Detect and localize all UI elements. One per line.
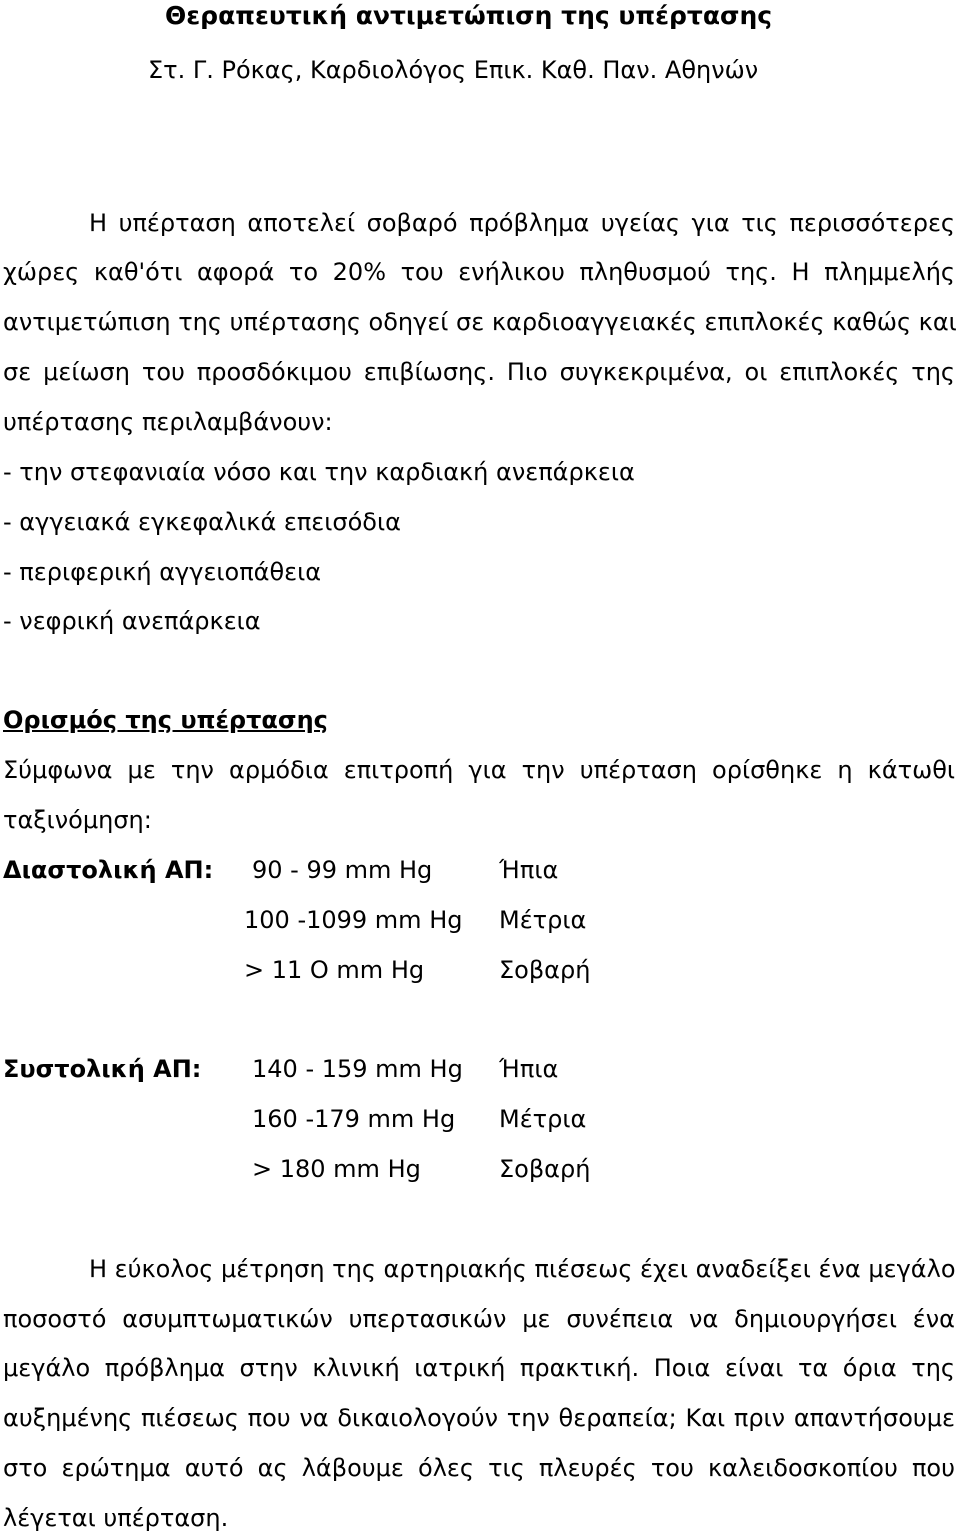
intro-line: αντιμετώπιση της υπέρτασης οδηγεί σε καρδιοαγγειακές επιπλοκές καθώς και bbox=[3, 308, 957, 336]
closing-line: στο ερώτημα αυτό ας λάβουμε όλες τις πλευρές του καλειδοσκοπίου που bbox=[3, 1454, 955, 1482]
diastolic-label: Διαστολική ΑΠ: bbox=[3, 856, 214, 884]
closing-line: μεγάλο πρόβλημα στην κλινική ιατρική πρακτική. Ποια είναι τα όρια της bbox=[3, 1354, 955, 1382]
diastolic-grade: Σοβαρή bbox=[499, 956, 591, 984]
systolic-range: > 180 mm Hg bbox=[252, 1155, 421, 1183]
list-item: - αγγειακά εγκεφαλικά επεισόδια bbox=[3, 508, 401, 536]
systolic-grade: Σοβαρή bbox=[499, 1155, 591, 1183]
intro-line: Η υπέρταση αποτελεί σοβαρό πρόβλημα υγείας για τις περισσότερες bbox=[89, 209, 955, 237]
list-item: - περιφερική αγγειοπάθεια bbox=[3, 558, 322, 586]
diastolic-grade: Ήπια bbox=[499, 856, 559, 884]
definition-text: ταξινόμηση: bbox=[3, 806, 152, 834]
systolic-range: 160 -179 mm Hg bbox=[252, 1105, 456, 1133]
systolic-label: Συστολική ΑΠ: bbox=[3, 1055, 202, 1083]
intro-line: σε μείωση του προσδόκιμου επιβίωσης. Πιο συγκεκριμένα, οι επιπλοκές της bbox=[3, 358, 955, 386]
list-item: - την στεφανιαία νόσο και την καρδιακή ανεπάρκεια bbox=[3, 458, 635, 486]
document-title: Θεραπευτική αντιμετώπιση της υπέρτασης bbox=[165, 1, 773, 30]
list-item: - νεφρική ανεπάρκεια bbox=[3, 607, 261, 635]
closing-line: ποσοστό ασυμπτωματικών υπερτασικών με συνέπεια να δημιουργήσει ένα bbox=[3, 1305, 955, 1333]
author-line: Στ. Γ. Ρόκας, Καρδιολόγος Επικ. Καθ. Παν. Αθηνών bbox=[148, 56, 759, 84]
closing-line: αυξημένης πιέσεως που να δικαιολογούν την θεραπεία; Και πριν απαντήσουμε bbox=[3, 1404, 955, 1432]
intro-line: χώρες καθ'ότι αφορά το 20% του ενήλικου πληθυσμού της. Η πλημμελής bbox=[3, 258, 955, 286]
section-heading: Ορισμός της υπέρτασης bbox=[3, 706, 328, 734]
intro-line: υπέρτασης περιλαμβάνουν: bbox=[3, 408, 333, 436]
diastolic-grade: Μέτρια bbox=[499, 906, 587, 934]
diastolic-range: 100 -1099 mm Hg bbox=[244, 906, 463, 934]
systolic-grade: Μέτρια bbox=[499, 1105, 587, 1133]
systolic-range: 140 - 159 mm Hg bbox=[252, 1055, 463, 1083]
diastolic-range: 90 - 99 mm Hg bbox=[252, 856, 433, 884]
systolic-grade: Ήπια bbox=[499, 1055, 559, 1083]
closing-line: Η εύκολος μέτρηση της αρτηριακής πιέσεως έχει αναδείξει ένα μεγάλο bbox=[89, 1255, 956, 1283]
definition-text: Σύμφωνα με την αρμόδια επιτροπή για την υπέρταση ορίσθηκε η κάτωθι bbox=[3, 756, 955, 784]
diastolic-range: > 11 O mm Hg bbox=[244, 956, 425, 984]
closing-line: λέγεται υπέρταση. bbox=[3, 1504, 229, 1532]
